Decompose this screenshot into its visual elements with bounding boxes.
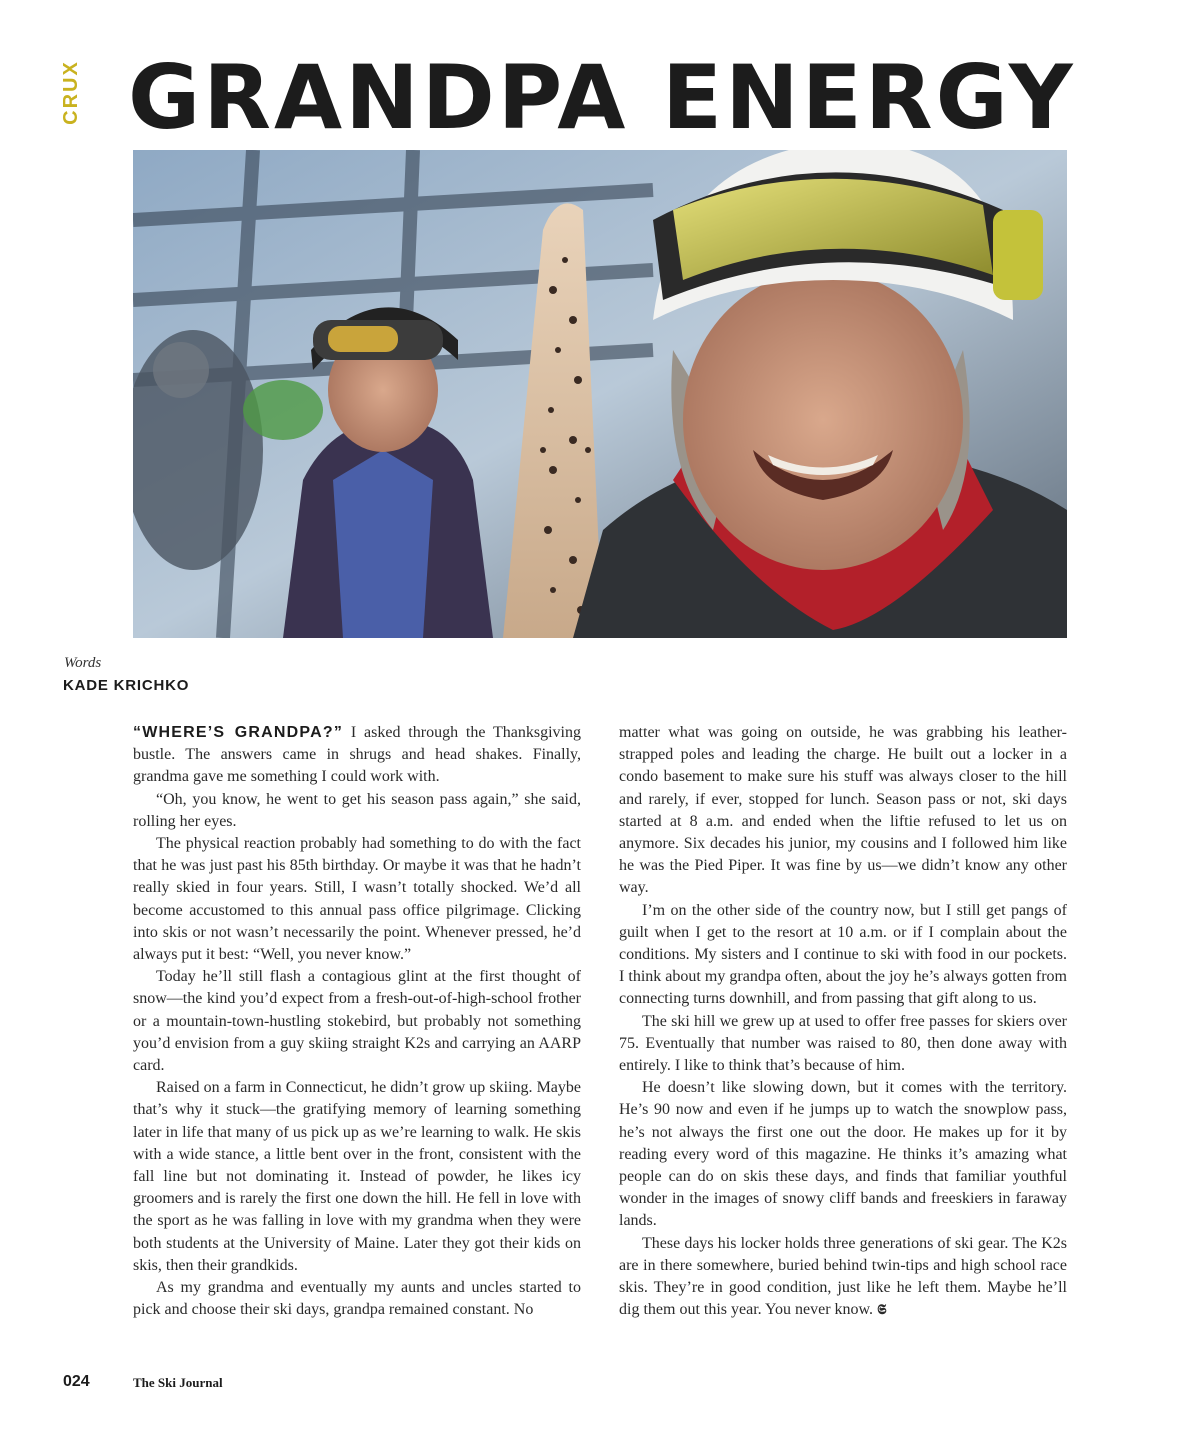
article-paragraph: I’m on the other side of the country now, but I still get pangs of guilt when I get to the resort at 10 a.m. or if I complain about the conditions. My sisters and I continue to ski with food in our pockets. I think about my grandpa often, about the joy he’s always gotten from connecting turns downhill, and from passing that gift along to us. [619,901,1067,1008]
byline-label: Words [64,655,102,671]
article-paragraph [619,1233,1067,1322]
end-mark-icon: 𝕾 [877,1302,887,1319]
article-paragraph: matter what was going on outside, he was grabbing his leather-strapped poles and leading the charge. He built out a locker in a condo basement to make sure his stuff was always closer to the hill and rarely, if ever, stopped for lunch. Season pass or not, ski days started at 8 a.m. and ended when the liftie refused to let us on anymore. Six decades his junior, my cousins and I followed him like he was the Pied Piper. It was fine by us—we didn’t know any other way. [619,724,1067,897]
article-paragraph: The physical reaction probably had something to do with the fact that he was just past his 85th birthday. Or maybe it was that he hadn’t really skied in four years. Still, I wasn’t totally shocked. We’d all become accustomed to this annual pass office pilgrimage. Clicking into skis or not wasn’t necessarily the point. Whenever pressed, he’d always put it best: “Well, you never know.” [133,835,581,964]
section-tag-label: CRUX [59,59,82,125]
publication-name: The Ski Journal [133,1375,223,1390]
article-column-right [619,722,1067,1321]
article-paragraph: He doesn’t like slowing down, but it comes with the territory. He’s 90 now and even if he jumps up to watch the snowplow pass, he’s not always the first one out the door. He makes up for it by reading every word of this magazine. He thinks it’s amazing what people can do on skis these days, and finds that familiar youthful wonder in the images of snowy cliff bands and freeskiers in faraway lands. [619,1079,1067,1230]
article-column-left [133,722,581,1321]
article-paragraph-text: These days his locker holds three generations of ski gear. The K2s are in there somewhere, buried behind twin-tips and high school race skis. They’re in good condition, just like he left them. Maybe he’ll dig them out this year. You never know. [619,1234,1067,1319]
article-paragraph-text: I asked through the Thanksgiving bustle. The answers came in shrugs and head shakes. Finally, grandma gave me something I could work with. [133,724,581,786]
article-lead-in: “WHERE’S GRANDPA?” [133,724,344,741]
page-number: 024 [63,1373,90,1390]
section-tag [56,59,86,125]
article-paragraph: “Oh, you know, he went to get his season pass again,” she said, rolling her eyes. [133,790,581,830]
article-paragraph [133,722,581,789]
article-paragraph: The ski hill we grew up at used to offer free passes for skiers over 75. Eventually that number was raised to 80, then done away with entirely. I like to think that’s because of him. [619,1012,1067,1075]
article-paragraph: Raised on a farm in Connecticut, he didn’t grow up skiing. Maybe that’s why it stuck—the gratifying memory of learning something later in life that many of us pick up as we’re learning to walk. He skis with a wide stance, a little bent over in the front, consistent with the fall line but not dominating it. Instead of powder, he likes icy groomers and is rarely the first one down the hill. He fell in love with the sport as he was falling in love with my grandma when they were both students at the University of Maine. Later they got their kids on skis, then their grandkids. [133,1079,581,1274]
article-paragraph: As my grandma and eventually my aunts and uncles started to pick and choose their ski days, grandpa remained constant. No [133,1279,581,1319]
hero-photo [133,150,1067,638]
byline-author: KADE KRICHKO [63,677,190,694]
article-title: GRANDPA ENERGY [128,46,1076,149]
hero-photo-illustration [133,150,1067,638]
article-paragraph: Today he’ll still flash a contagious glint at the first thought of snow—the kind you’d expect from a fresh-out-of-high-school frother or a mountain-town-hustling stokebird, but probably not something you’d envision from a guy skiing straight K2s and carrying an AARP card. [133,968,581,1075]
